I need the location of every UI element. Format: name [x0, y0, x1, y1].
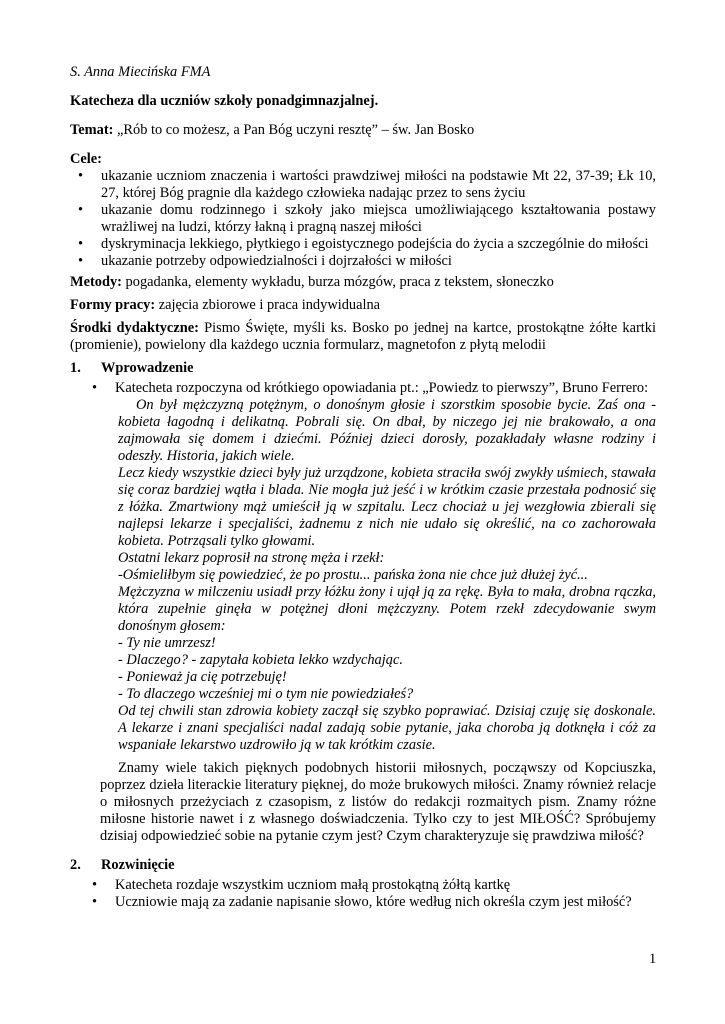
author: S. Anna Miecińska FMA: [70, 64, 211, 80]
topic-label: Temat:: [70, 122, 114, 138]
bullet-icon: •: [78, 202, 84, 218]
story-paragraph: - To dlaczego wcześniej mi o tym nie powiedziałeś?: [118, 686, 414, 702]
goal-item: [70, 236, 656, 253]
story-paragraph: Od tej chwili stan zdrowia kobiety zaczął się szybko poprawiać. Dzisiaj czuję się doskonale. A lekarze i znani specjaliści nadal zadają sobie pytanie, jaka choroba ją dotknęła i cóż za wspaniałe lekarstwo uzdrowiło ją w tak krótkim czasie.: [118, 703, 656, 753]
topic-text: „Rób to co możesz, a Pan Bóg uczyni resztę” – św. Jan Bosko: [117, 122, 475, 138]
goal-text: ukazanie potrzeby odpowiedzialności i dojrzałości w miłości: [101, 253, 452, 269]
goal-text: ukazanie uczniom znaczenia i wartości prawdziwej miłości na podstawie Mt 22, 37-39; Łk 10, 27, której Bóg pragnie dla każdego człowieka nadając przez to sens życiu: [101, 168, 656, 201]
forms-line: [70, 297, 656, 314]
methods-label: Metody:: [70, 274, 122, 290]
goals-label: Cele:: [70, 151, 102, 167]
goal-item: [70, 253, 656, 270]
list-item: [70, 894, 656, 911]
list-item: [70, 380, 656, 397]
story-paragraph: - Dlaczego? - zapytała kobieta lekko wzdychając.: [118, 652, 403, 668]
lesson-title: Katecheza dla uczniów szkoły ponadgimnazjalnej.: [70, 93, 379, 109]
goal-text: ukazanie domu rodzinnego i szkoły jako miejsca umożliwiającego kształtowania postawy wrażliwej na ludzi, którzy łakną i pragną naszej miłości: [101, 202, 656, 235]
section-title: Rozwinięcie: [101, 857, 175, 873]
forms-text: zajęcia zbiorowe i praca indywidualna: [155, 297, 381, 313]
story-paragraph: Mężczyzna w milczeniu usiadł przy łóżku żony i ujął ją za rękę. Była to mała, drobna rączka, która zupełnie ginęła w potężnej dłoni mężczyzny. Potem rzekł zdecydowanie swym donośnym głosem:: [118, 584, 656, 634]
list-item-text: Katecheta rozpoczyna od krótkiego opowiadania pt.: „Powiedz to pierwszy”, Bruno Ferrero:: [115, 380, 649, 396]
bullet-icon: •: [78, 253, 84, 269]
list-item: [70, 877, 656, 894]
means-text: Pismo Święte, myśli ks. Bosko po jednej na kartce, prostokątne żółte kartki (promienie), powielony dla każdego ucznia formularz, magnetofon z płytą melodii: [70, 320, 656, 353]
story-paragraph: - Ponieważ ja cię potrzebuję!: [118, 669, 287, 685]
bullet-icon: •: [92, 877, 98, 893]
forms-label: Formy pracy:: [70, 297, 156, 313]
discussion-paragraph: Znamy wiele takich pięknych podobnych historii miłosnych, począwszy od Kopciuszka, poprzez dzieła literackie literatury pięknej, do może brukowych miłości. Znamy również relacje o miłosnych przeżyciach z czasopism, z listów do redakcji rozmaitych pism. Znamy różne miłosne historie nawet i z własnego doświadczenia. Tylko czy to jest MIŁOŚĆ? Spróbujemy dzisiaj odpowiedzieć sobie na pytanie czym jest? Czym charakteryzuje się prawdziwa miłość?: [100, 760, 656, 844]
goal-item: [70, 202, 656, 236]
bullet-icon: •: [78, 168, 84, 184]
bullet-icon: •: [92, 894, 98, 910]
goals-list: [70, 168, 656, 270]
story-paragraph: Ostatni lekarz poprosił na stronę męża i rzekł:: [118, 550, 385, 566]
document-page: [70, 64, 656, 911]
story-paragraph: - Ty nie umrzesz!: [118, 635, 216, 651]
story-paragraph: Lecz kiedy wszystkie dzieci były już urządzone, kobieta straciła swój zwykły uśmiech, stawała się coraz bardziej wątła i blada. Nie mogła już jeść i w krótkim czasie przestała podnosić się z łóżka. Zmartwiony mąż umieścił ją w szpitalu. Lecz chociaż u jej wezgłowia zbierali się najlepsi lekarze i specjaliści, żadnemu z nich nie udało się określić, na co zachorowała kobieta. Potrząsali tylko głowami.: [118, 465, 656, 549]
section-title: Wprowadzenie: [101, 360, 194, 376]
section-heading: [70, 360, 656, 377]
methods-text: pogadanka, elementy wykładu, burza mózgów, praca z tekstem, słoneczko: [121, 274, 554, 290]
means-line: [70, 320, 656, 354]
section2-list: [70, 877, 656, 911]
methods-line: [70, 274, 656, 291]
goal-text: dyskryminacja lekkiego, płytkiego i egoistycznego podejścia do życia a szczególnie do miłości: [101, 236, 649, 252]
means-label: Środki dydaktyczne:: [70, 320, 199, 336]
page-number: 1: [649, 951, 657, 967]
story-paragraph: -Ośmieliłbym się powiedzieć, że po prostu... pańska żona nie chce już dłużej żyć...: [118, 567, 588, 583]
bullet-icon: •: [78, 236, 84, 252]
section1-list: [70, 380, 656, 397]
section-number: 1.: [70, 360, 81, 376]
bullet-icon: •: [92, 380, 98, 396]
section-heading: [70, 857, 656, 874]
story-text: [70, 397, 656, 754]
list-item-text: Katecheta rozdaje wszystkim uczniom małą prostokątną żółtą kartkę: [115, 877, 511, 893]
story-paragraph: On był mężczyzną potężnym, o donośnym głosie i szorstkim sposobie bycie. Zaś ona - kobieta łagodną i delikatną. Pobrali się. On dbał, by niczego jej nie brakowało, a ona zajmowała się domem i dziećmi. Później dzieci dorosły, pozakładały własne rodziny i odeszły. Historia, jakich wiele.: [118, 397, 656, 464]
topic-line: [70, 122, 656, 139]
list-item-text: Uczniowie mają za zadanie napisanie słowo, które według nich określa czym jest miłość?: [115, 894, 632, 910]
section-number: 2.: [70, 857, 81, 873]
goal-item: [70, 168, 656, 202]
